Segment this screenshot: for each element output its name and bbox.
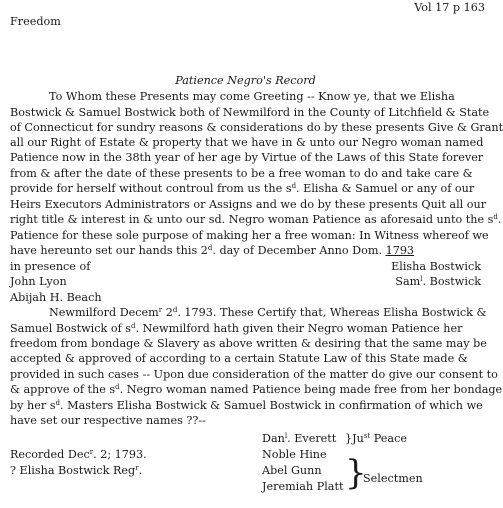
deed-line: of Connecticut for sundry reasons & considerations do by these presents Give & Grant	[10, 121, 503, 134]
cert-line: Samuel Bostwick of $s^d$. Newmilford hath given their Negro woman Patience her	[10, 322, 463, 335]
cert-line: by her $s^d$. Masters Elisha Bostwick & Samuel Bostwick in confirmation of which we	[10, 399, 483, 412]
year-underlined: 1793	[385, 244, 415, 257]
cert-line: have set our respective names ??--	[10, 414, 206, 427]
deed-line: To Whom these Presents may come Greeting -- Know ye, that we Elisha	[49, 90, 455, 103]
justice-name: Dan$^l$. Everett	[262, 432, 337, 445]
selectman-name: Abel Gunn	[262, 464, 322, 477]
collection-label: Freedom	[10, 15, 61, 28]
deed-line: Patience for these sole purpose of making her a free woman: In Witness whereof we	[10, 229, 489, 242]
cert-line: provided in such cases -- Upon due consideration of the matter do give our consent to	[10, 368, 498, 381]
deed-line: have hereunto set our hands this 2$^d$. day of December Anno Dom. 1793	[10, 244, 415, 257]
deed-line: Patience now in the 38th year of her age by Virtue of the Laws of this State forever	[10, 151, 484, 164]
witness-label: in presence of	[10, 260, 91, 273]
deed-line: Heirs Executors Administrators or Assigns and we do by these presents Quit all our	[10, 198, 487, 211]
volume-page-reference: Vol 17 p 163	[414, 1, 485, 14]
document-title: Patience Negro's Record	[175, 74, 316, 87]
deed-line: all our Right of Estate & property that we have in & unto our Negro woman named	[10, 136, 484, 149]
deed-line: Bostwick & Samuel Bostwick both of Newmilford in the County of Litchfield & State	[10, 106, 490, 119]
registrar-name: ? Elisha Bostwick Reg$^r$.	[10, 464, 143, 477]
selectman-name: Noble Hine	[262, 448, 327, 461]
justice-title: }$Ju^{st}$ Peace	[345, 432, 407, 445]
selectmen-label: Selectmen	[363, 472, 423, 485]
deed-line: from & after the date of these presents to be a free woman to do and take care &	[10, 167, 473, 180]
cert-line: Newmilford Decem$^r$ 2$^d$. 1793. These Certify that, Whereas Elisha Bostwick &	[49, 306, 487, 319]
cert-line: accepted & approved of according to a certain Statute Law of this State made &	[10, 352, 468, 365]
recorded-date: Recorded Dec$^r$. 2; 1793.	[10, 448, 147, 461]
deed-line: provide for herself without controul from us the $s^d$. Elisha & Samuel or any of our	[10, 182, 475, 195]
selectman-name: Jeremiah Platt	[262, 480, 344, 493]
witness-name: John Lyon	[10, 275, 67, 288]
cert-line: freedom from bondage & Slavery as above written & desiring that the same may be	[10, 337, 487, 350]
cert-line: & approve of the $s^d$. Negro woman named Patience being made free from her bondage	[10, 383, 503, 396]
signer-name: Sam$^l$. Bostwick	[395, 275, 481, 288]
witness-name: Abijah H. Beach	[10, 291, 102, 304]
deed-line: right title & interest in & unto our sd. Negro woman Patience as aforesaid unto the $s^d$.	[10, 213, 502, 226]
selectmen-brace: }	[345, 453, 367, 493]
signer-name: Elisha Bostwick	[391, 260, 481, 273]
